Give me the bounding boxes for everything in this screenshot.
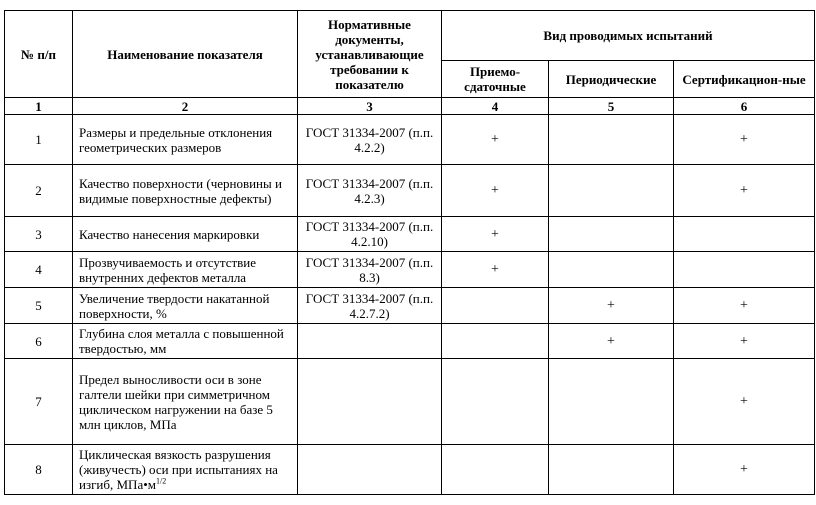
certification-mark: +	[674, 165, 815, 217]
table-row	[5, 288, 815, 324]
norm-doc	[298, 445, 442, 495]
periodic-mark	[549, 115, 674, 165]
periodic-mark	[549, 217, 674, 252]
row-number: 7	[5, 359, 73, 445]
row-number: 4	[5, 252, 73, 288]
certification-mark	[674, 252, 815, 288]
norm-doc	[298, 359, 442, 445]
periodic-mark: +	[549, 288, 674, 324]
row-number: 6	[5, 324, 73, 359]
column-number: 2	[73, 98, 298, 115]
indicator-name: Прозвучиваемость и отсутствие внутренних дефектов металла	[73, 252, 298, 288]
norm-doc: ГОСТ 31334-2007 (п.п. 4.2.10)	[298, 217, 442, 252]
row-number: 1	[5, 115, 73, 165]
header-acceptance: Приемо-сдаточные	[442, 61, 549, 98]
header-tests-group: Вид проводимых испытаний	[442, 11, 815, 61]
header-periodic: Периодические	[549, 61, 674, 98]
indicator-name: Качество нанесения маркировки	[73, 217, 298, 252]
table-row	[5, 217, 815, 252]
periodic-mark	[549, 359, 674, 445]
indicator-name: Размеры и предельные отклонения геометрических размеров	[73, 115, 298, 165]
periodic-mark: +	[549, 324, 674, 359]
indicator-name-text: Циклическая вязкость разрушения (живучесть) оси при испытаниях на изгиб, МПа•м	[79, 447, 278, 492]
certification-mark: +	[674, 324, 815, 359]
column-number: 5	[549, 98, 674, 115]
row-number: 5	[5, 288, 73, 324]
acceptance-mark	[442, 359, 549, 445]
acceptance-mark: +	[442, 165, 549, 217]
certification-mark	[674, 217, 815, 252]
indicator-name: Качество поверхности (черновины и видимые поверхностные дефекты)	[73, 165, 298, 217]
table-row	[5, 359, 815, 445]
acceptance-mark	[442, 324, 549, 359]
column-number: 1	[5, 98, 73, 115]
norm-doc: ГОСТ 31334-2007 (п.п. 8.3)	[298, 252, 442, 288]
norm-doc: ГОСТ 31334-2007 (п.п. 4.2.7.2)	[298, 288, 442, 324]
certification-mark: +	[674, 115, 815, 165]
periodic-mark	[549, 445, 674, 495]
norm-doc	[298, 324, 442, 359]
header-norm-doc: Нормативные документы, устанавливающие требовании к показателю	[298, 11, 442, 98]
acceptance-mark: +	[442, 217, 549, 252]
column-numbers-row	[5, 98, 815, 115]
certification-mark: +	[674, 288, 815, 324]
acceptance-mark: +	[442, 252, 549, 288]
acceptance-mark	[442, 445, 549, 495]
indicator-name: Предел выносливости оси в зоне галтели шейки при симметричном циклическом нагружении на базе 5 млн циклов, МПа	[73, 359, 298, 445]
column-number: 4	[442, 98, 549, 115]
periodic-mark	[549, 165, 674, 217]
certification-mark: +	[674, 445, 815, 495]
column-number: 6	[674, 98, 815, 115]
indicator-name	[73, 445, 298, 495]
column-number: 3	[298, 98, 442, 115]
header-name: Наименование показателя	[73, 11, 298, 98]
table-row	[5, 324, 815, 359]
acceptance-mark	[442, 288, 549, 324]
norm-doc: ГОСТ 31334-2007 (п.п. 4.2.3)	[298, 165, 442, 217]
indicator-name: Увеличение твердости накатанной поверхности, %	[73, 288, 298, 324]
header-certification: Сертификацион-ные	[674, 61, 815, 98]
header-num: № п/п	[5, 11, 73, 98]
row-number: 8	[5, 445, 73, 495]
table-row	[5, 115, 815, 165]
indicator-name-superscript: 1/2	[156, 476, 167, 486]
acceptance-mark: +	[442, 115, 549, 165]
indicator-name: Глубина слоя металла с повышенной твердостью, мм	[73, 324, 298, 359]
tests-table	[4, 10, 815, 495]
row-number: 3	[5, 217, 73, 252]
norm-doc: ГОСТ 31334-2007 (п.п. 4.2.2)	[298, 115, 442, 165]
certification-mark: +	[674, 359, 815, 445]
periodic-mark	[549, 252, 674, 288]
table-row	[5, 165, 815, 217]
table-row	[5, 252, 815, 288]
table-row	[5, 445, 815, 495]
row-number: 2	[5, 165, 73, 217]
